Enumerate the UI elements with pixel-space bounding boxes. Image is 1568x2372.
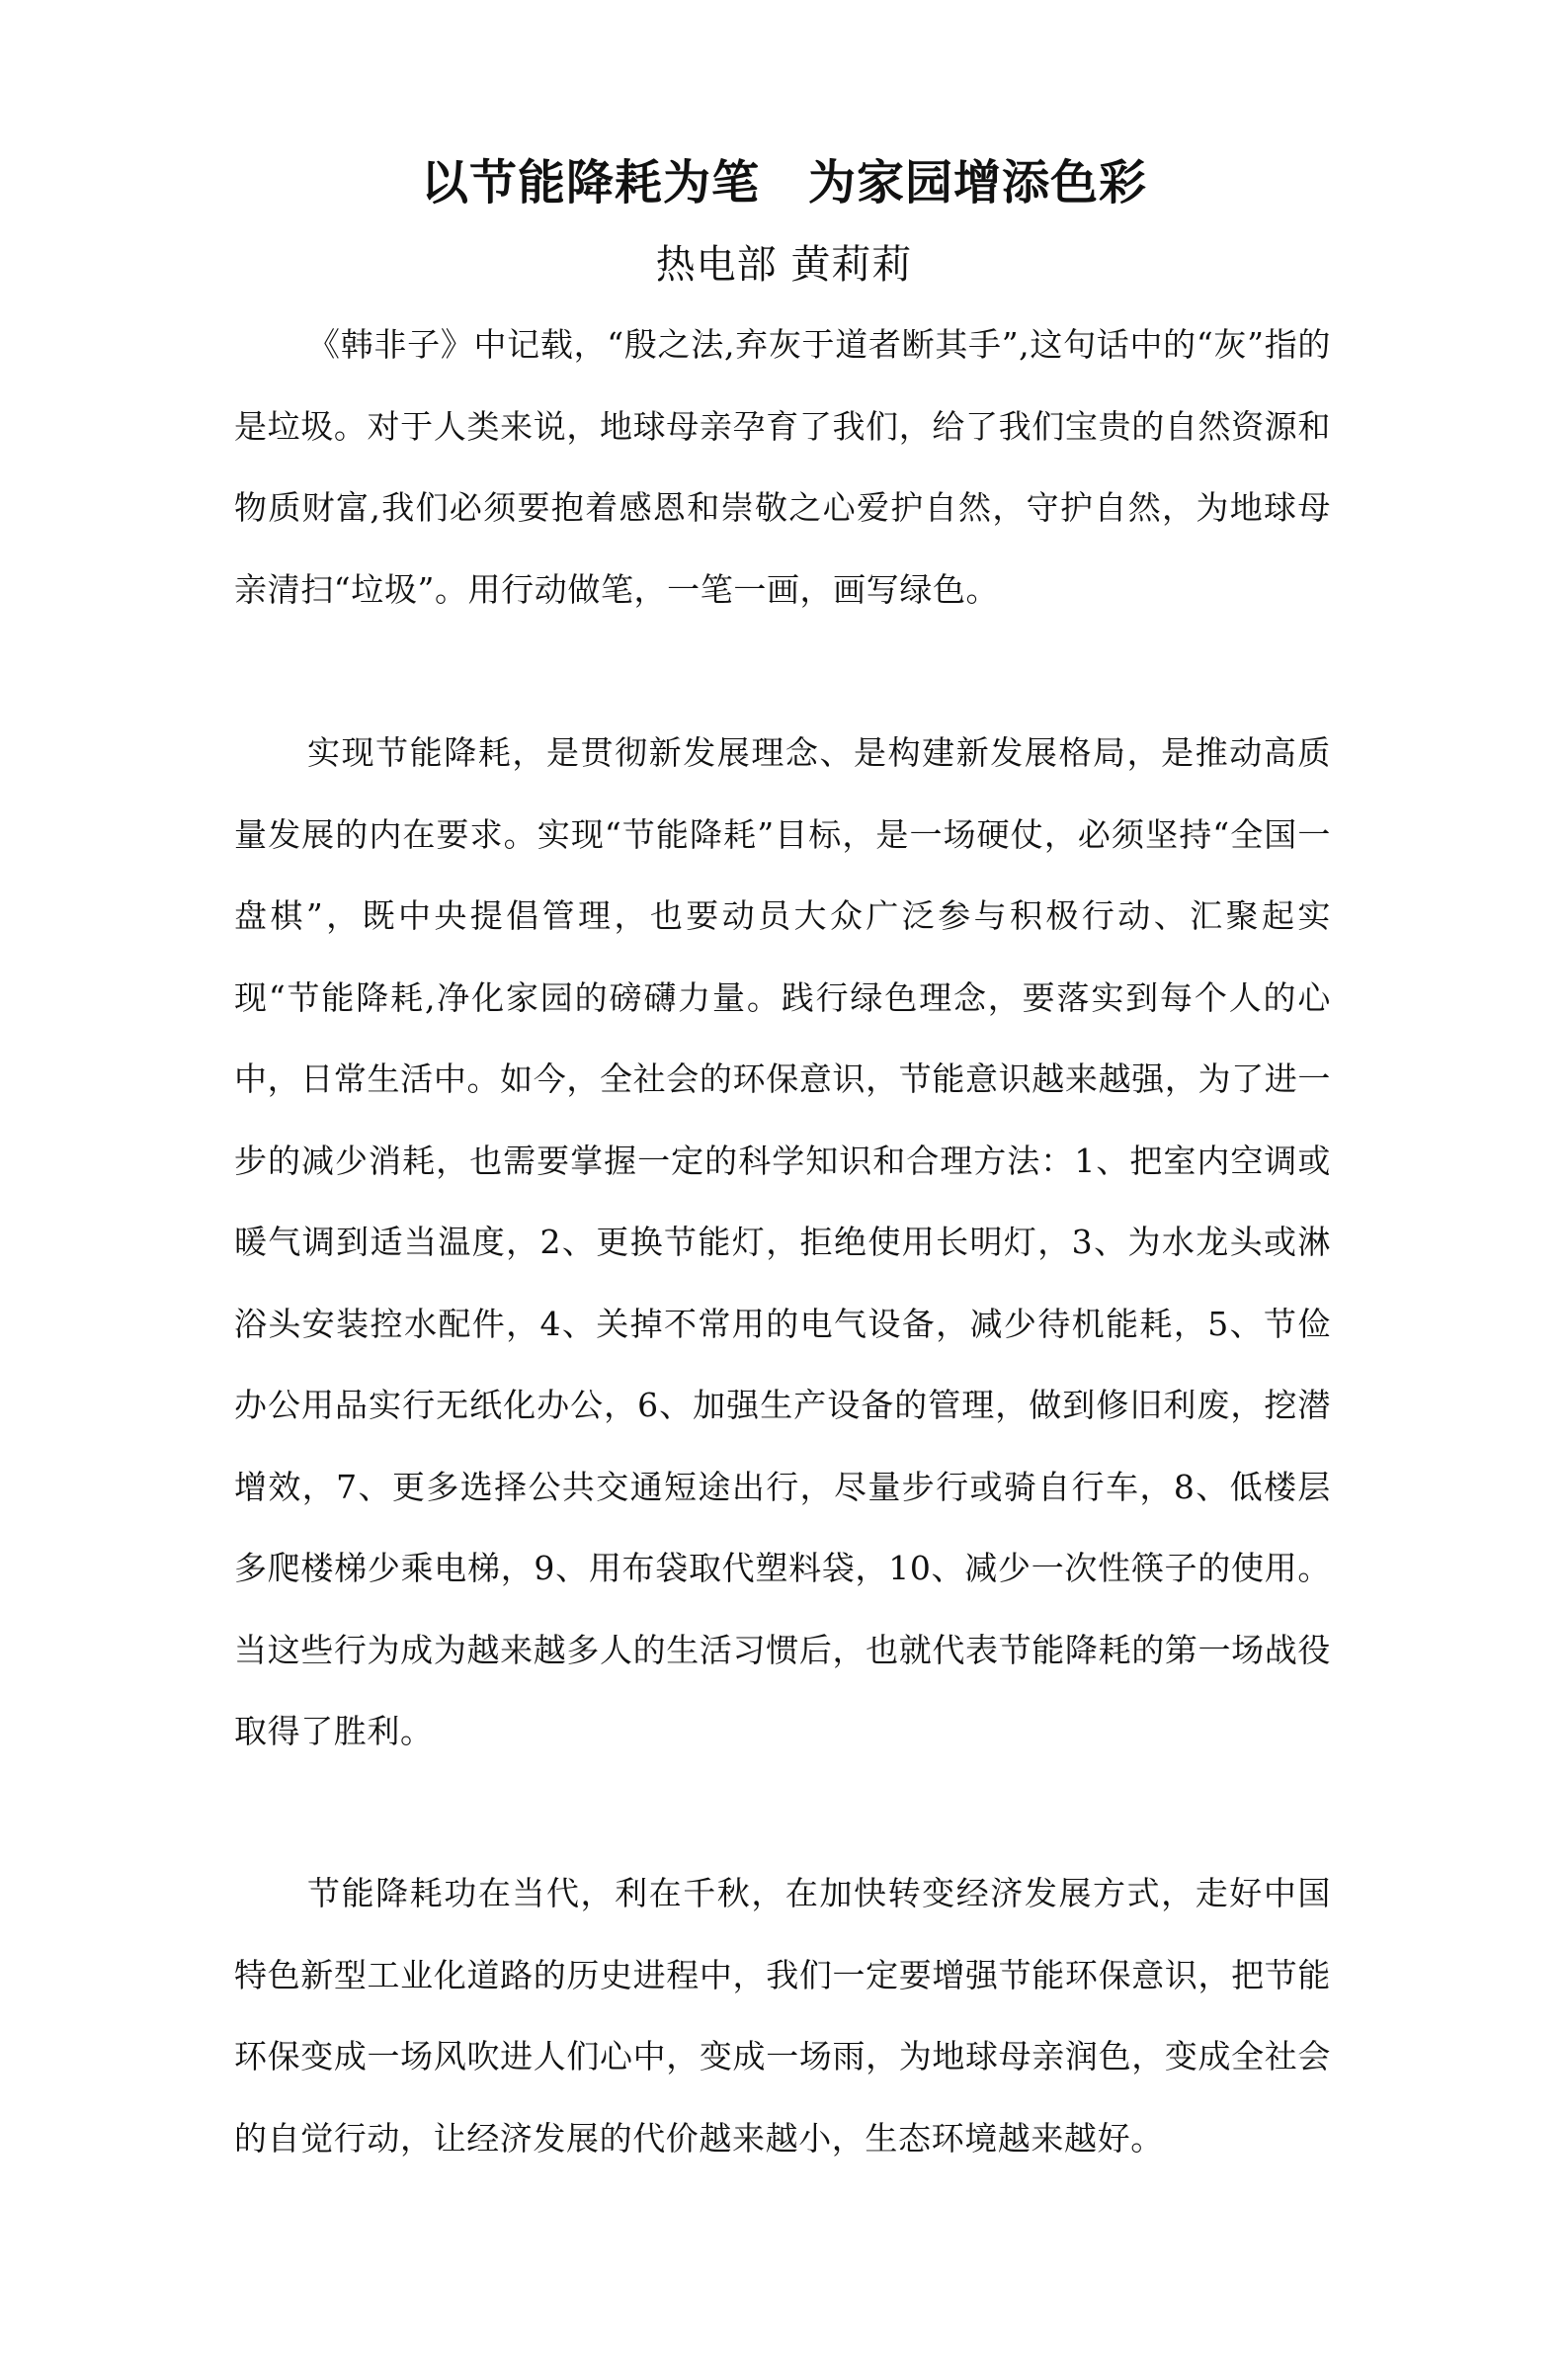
body-paragraph-3: 节能降耗功在当代，利在千秋，在加快转变经济发展方式，走好中国特色新型工业化道路的历史进程中，我们一定要增强节能环保意识，把节能环保变成一场风吹进人们心中，变成一场雨，为地球母亲润色，变成全社会的自觉行动，让经济发展的代价越来越小，生态环境越来越好。 (234, 1874, 1331, 2158)
body-paragraph-2: 实现节能降耗，是贯彻新发展理念、是构建新发展格局，是推动高质量发展的内在要求。实现“节能降耗”目标，是一场硬仗，必须坚持“全国一盘棋”，既中央提倡管理，也要动员大众广泛参与积极行动、汇聚起实现“节能降耗,净化家园的磅礴力量。践行绿色理念，要落实到每个人的心中，日常生活中。如今，全社会的环保意识，节能意识越来越强，为了进一步的减少消耗，也需要掌握一定的科学知识和合理方法：1、把室内空调或暖气调到适当温度，2、更换节能灯，拒绝使用长明灯，3、为水龙头或淋浴头安装控水配件，4、关掉不常用的电气设备，减少待机能耗，5、节俭办公用品实行无纸化办公，6、加强生产设备的管理，做到修旧利废，挖潜增效，7、更多选择公共交通短途出行，尽量步行或骑自行车，8、低楼层多爬楼梯少乘电梯，9、用布袋取代塑料袋，10、减少一次性筷子的使用。当这些行为成为越来越多人的生活习惯后，也就代表节能降耗的第一场战役取得了胜利。 (234, 733, 1331, 1750)
body-paragraph-1: 《韩非子》中记载，“殷之法,弃灰于道者断其手”,这句话中的“灰”指的是垃圾。对于人类来说，地球母亲孕育了我们，给了我们宝贵的自然资源和物质财富,我们必须要抱着感恩和崇敬之心爱护自然，守护自然，为地球母亲清扫“垃圾”。用行动做笔，一笔一画，画写绿色。 (234, 325, 1331, 609)
document-title: 以节能降耗为笔 为家园增添色彩 (420, 155, 1147, 211)
author-byline: 热电部 黄莉莉 (655, 242, 913, 288)
